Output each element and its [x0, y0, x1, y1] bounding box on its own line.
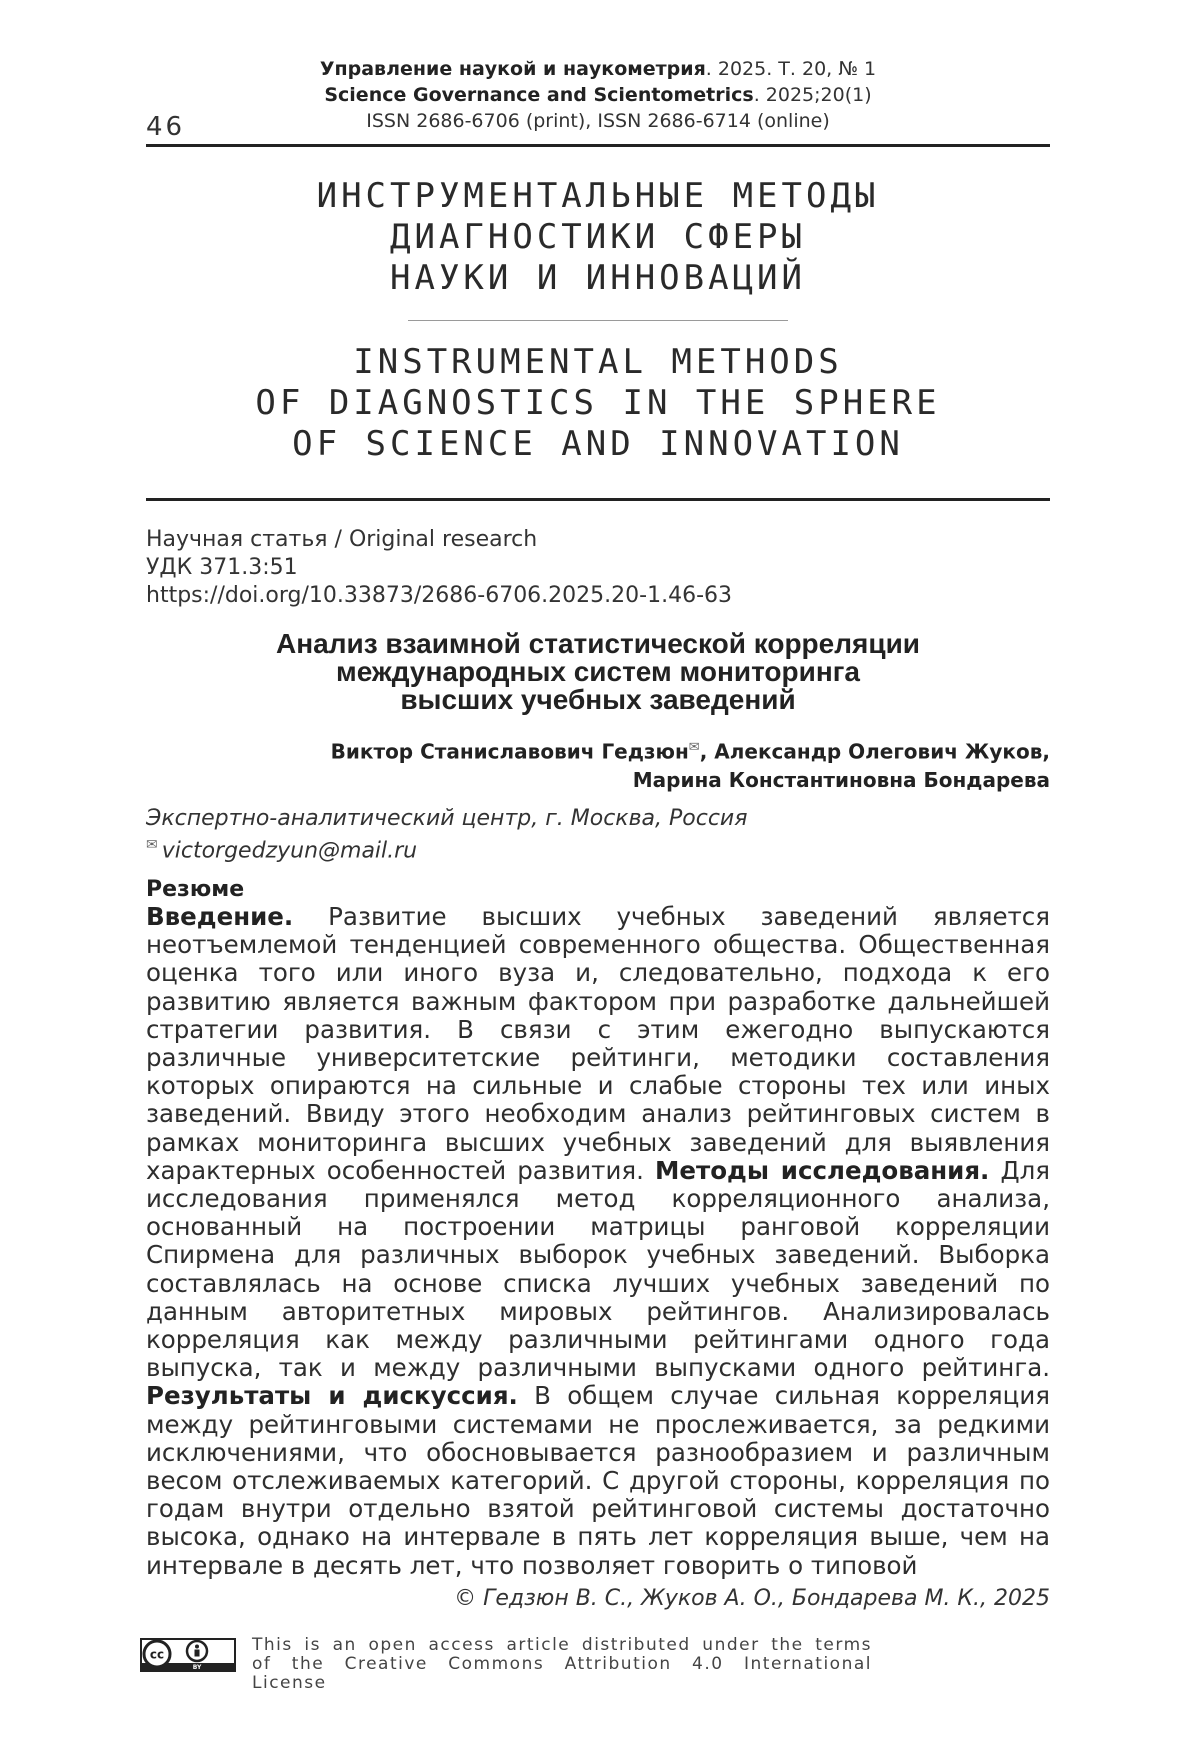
journal-line-ru: [146, 56, 1050, 82]
section-title-en-line: OF SCIENCE AND INNOVATION: [146, 424, 1050, 465]
results-label: Результаты и дискуссия.: [146, 1381, 518, 1410]
email-link[interactable]: victorgedzyun@mail.ru: [162, 838, 417, 863]
by-person-head: [195, 1645, 199, 1649]
intro-text: Развитие высших учебных заведений является неотъемлемой тенденцией современного общества. Общественная оценка того или иного вуза и, следовательно, подхода к его развитию является важным фактором при разработке дальнейшей стратегии развития. В связи с этим ежегодно выпускаются различные университетские рейтинги, методики составления которых опираются на сильные и слабые стороны тех или иных заведений. Ввиду этого необходим анализ рейтинговых систем в рамках мониторинга высших учебных заведений для выявления характерных особенностей развития.: [146, 902, 1050, 1185]
copyright: © Гедзюн В. С., Жуков А. О., Бондарева М. К., 2025: [146, 1586, 1050, 1611]
article-title: [146, 630, 1050, 714]
cc-by-license-icon[interactable]: [140, 1638, 236, 1672]
page-number: 46: [146, 112, 185, 142]
section-title-ru-line: НАУКИ И ИННОВАЦИЙ: [146, 258, 1050, 299]
article-title-line: международных систем мониторинга: [146, 658, 1050, 686]
journal-line-en: [146, 82, 1050, 108]
journal-issue-ru: . 2025. Т. 20, № 1: [706, 58, 876, 80]
journal-header: [146, 56, 1050, 134]
affiliation-block: [146, 806, 1050, 864]
results-text: В общем случае сильная корреляция между рейтинговыми системами не прослеживается, за редкими исключениями, что обосновывается разнообразием и различным весом отслеживаемых категорий. С другой стороны, корреляция по годам внутри отдельно взятой рейтинговой системы достаточно высока, однако на интервале в пять лет корреляция выше, чем на интервале в десять лет, что позволяет говорить о типовой: [146, 1381, 1050, 1579]
email-line: [146, 832, 1050, 864]
abstract-text: [146, 903, 1050, 1580]
article-meta: [146, 526, 1050, 610]
journal-name-en: Science Governance and Scientometrics: [324, 84, 753, 106]
authors: [146, 734, 1050, 794]
header-rule: [146, 144, 1050, 147]
section-title-en-line: INSTRUMENTAL METHODS: [146, 342, 1050, 383]
section-divider: [408, 320, 788, 321]
license-line: of the Creative Commons Attribution 4.0 International License: [252, 1655, 872, 1693]
by-text: BY: [193, 1664, 202, 1671]
article-page: [0, 0, 1200, 1756]
author-gedzyun: Виктор Станиславович Гедзюн: [331, 740, 689, 764]
article-title-line: высших учебных заведений: [146, 686, 1050, 714]
section-title-ru-line: ИНСТРУМЕНТАЛЬНЫЕ МЕТОДЫ: [146, 176, 1050, 217]
doi-link[interactable]: https://doi.org/10.33873/2686-6706.2025.20-1.46-63: [146, 582, 1050, 610]
section-title-en-line: OF DIAGNOSTICS IN THE SPHERE: [146, 383, 1050, 424]
abstract-heading: Резюме: [146, 876, 244, 904]
corresponding-mail-icon: ✉: [689, 740, 700, 755]
authors-line-1: [146, 734, 1050, 766]
license-line: This is an open access article distributed under the terms: [252, 1636, 872, 1655]
affiliation: Экспертно-аналитический центр, г. Москва, Россия: [146, 806, 1050, 832]
journal-issue-en: . 2025;20(1): [754, 84, 872, 106]
methods-label: Методы исследования.: [655, 1156, 989, 1185]
article-type: Научная статья / Original research: [146, 526, 1050, 554]
journal-issn: ISSN 2686-6706 (print), ISSN 2686-6714 (online): [146, 108, 1050, 134]
author-bondareva: Марина Константиновна Бондарева: [146, 766, 1050, 794]
journal-name-ru: Управление наукой и наукометрия: [320, 58, 706, 80]
section-title-en: [146, 342, 1050, 465]
methods-text: Для исследования применялся метод корреляционного анализа, основанный на построении матрицы ранговой корреляции Спирмена для различных выборок учебных заведений. Выборка составлялась на основе списка лучших учебных заведений по данным авторитетных мировых рейтингов. Анализировалась корреляция как между различными рейтингами одного года выпуска, так и между различными выпусками одного рейтинга.: [146, 1156, 1050, 1382]
by-person-body: [195, 1650, 200, 1657]
section-title-ru: [146, 176, 1050, 299]
section-title-ru-line: ДИАГНОСТИКИ СФЕРЫ: [146, 217, 1050, 258]
section-rule: [146, 498, 1050, 501]
cc-text: cc: [150, 1648, 164, 1662]
license-text: [252, 1636, 872, 1693]
article-title-line: Анализ взаимной статистической корреляции: [146, 630, 1050, 658]
intro-label: Введение.: [146, 902, 293, 931]
udc-code: УДК 371.3:51: [146, 554, 1050, 582]
author-zhukov: , Александр Олегович Жуков,: [700, 740, 1050, 764]
mail-icon: ✉: [146, 837, 158, 853]
